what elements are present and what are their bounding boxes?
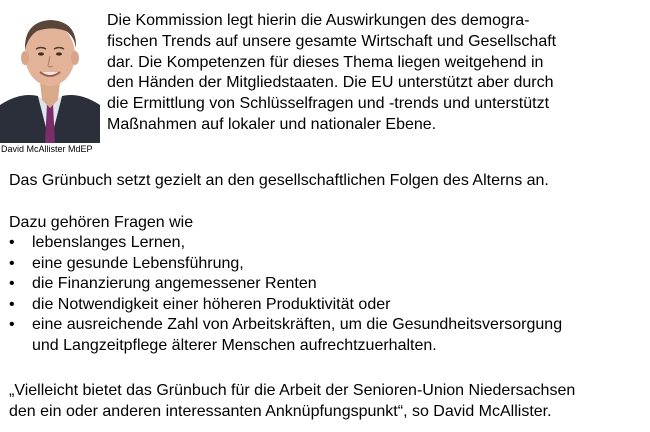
list-intro: Dazu gehören Fragen wie	[9, 214, 194, 231]
closing-quote	[9, 381, 575, 422]
list-item-text: eine ausreichende Zahl von Arbeitskräften, um die Gesundheitsversorgung	[32, 316, 563, 333]
bullet-icon: •	[9, 234, 15, 251]
bullet-list	[9, 233, 562, 356]
portrait-illustration	[0, 0, 100, 143]
photo-caption: David McAllister MdEP	[1, 144, 93, 154]
list-item	[9, 315, 562, 336]
intro-line: die Ermittlung von Schlüsselfragen und -trends und unterstützt	[107, 95, 550, 113]
bullet-icon: •	[9, 254, 15, 272]
list-item-text: und Langzeitpflege älterer Menschen aufrechtzuerhalten.	[32, 336, 437, 354]
list-item	[9, 295, 562, 316]
list-item-text: die Finanzierung angemessener Renten	[32, 275, 317, 292]
intro-line: dar. Die Kompetenzen für dieses Thema liegen weitgehend in	[107, 53, 544, 71]
intro-paragraph	[107, 11, 647, 136]
bullet-icon: •	[9, 295, 15, 313]
intro-line: Die Kommission legt hierin die Auswirkungen des demogra-	[107, 12, 530, 29]
list-item-continuation	[9, 336, 562, 357]
intro-line: den Händen der Mitgliedstaaten. Die EU unterstützt aber durch	[107, 74, 554, 92]
intro-line: fischen Trends auf unsere gesamte Wirtschaft und Gesellschaft	[107, 32, 557, 50]
list-item	[9, 233, 562, 254]
bullet-icon: •	[9, 275, 15, 292]
paragraph-gruenbuch: Das Grünbuch setzt gezielt an den gesellschaftlichen Folgen des Alterns an.	[9, 172, 549, 189]
list-item-text: lebenslanges Lernen,	[32, 234, 186, 251]
list-item-text: die Notwendigkeit einer höheren Produktivität oder	[32, 295, 391, 313]
list-item	[9, 254, 562, 275]
quote-line: den ein oder anderen interessanten Anknüpfungspunkt“, so David McAllister.	[9, 402, 552, 420]
portrait-photo	[0, 0, 100, 143]
quote-line: „Vielleicht bietet das Grünbuch für die Arbeit der Senioren-Union Niedersachsen	[9, 382, 576, 399]
list-item	[9, 274, 562, 295]
intro-line: Maßnahmen auf lokaler und nationaler Ebene.	[107, 115, 437, 133]
bullet-icon: •	[9, 316, 15, 333]
list-item-text: eine gesunde Lebensführung,	[32, 254, 244, 272]
